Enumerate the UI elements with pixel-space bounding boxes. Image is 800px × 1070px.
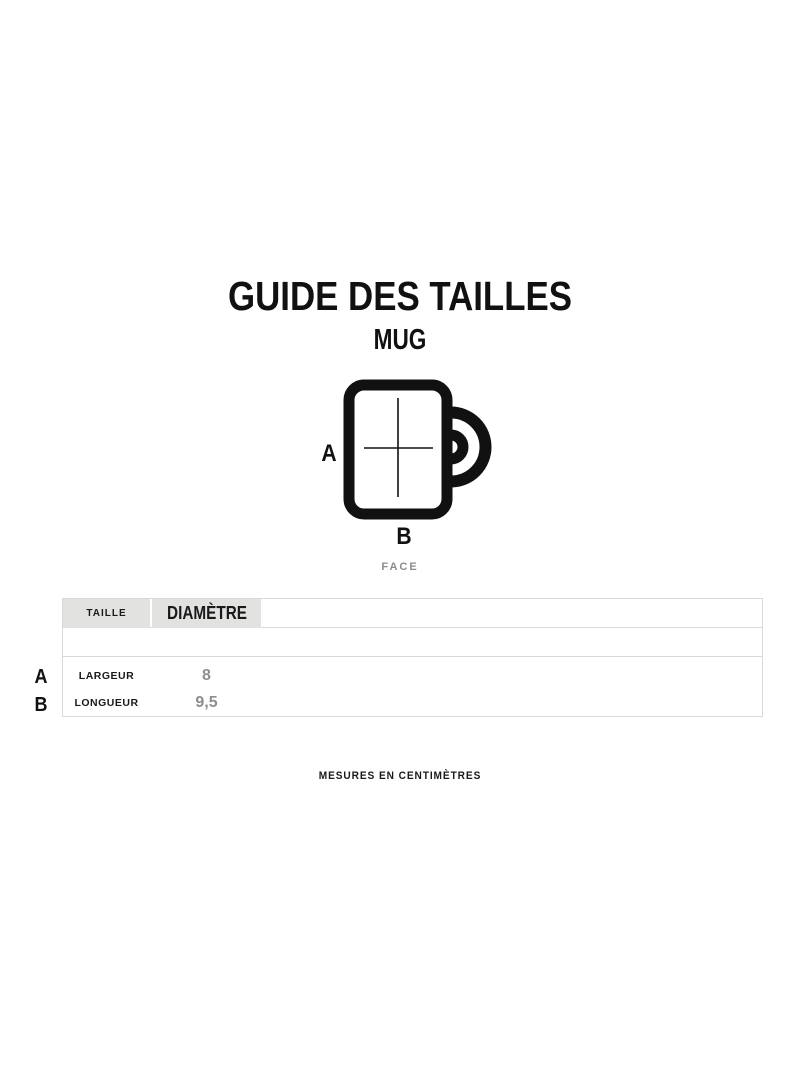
row-label-longueur: LONGUEUR xyxy=(74,696,139,709)
page-title: GUIDE DES TAILLES xyxy=(227,273,573,319)
table-row xyxy=(63,662,762,689)
table-row-key-b: B xyxy=(34,694,48,716)
table-header-row xyxy=(63,599,762,628)
column-header-diametre xyxy=(152,599,261,628)
table-body xyxy=(63,657,762,716)
diagram-label-a: A xyxy=(321,440,337,467)
units-footnote: MESURES EN CENTIMÈTRES xyxy=(318,770,482,782)
page-subtitle: MUG xyxy=(373,324,427,356)
table-empty-row xyxy=(63,628,762,657)
diagram-caption: FACE xyxy=(381,561,419,573)
column-header-taille xyxy=(63,599,150,628)
row-value-largeur: 8 xyxy=(202,666,211,684)
table-row-key-a: A xyxy=(34,666,48,688)
column-header-diametre-label: DIAMÈTRE xyxy=(166,603,247,623)
table-row xyxy=(63,689,762,716)
row-label-largeur: LARGEUR xyxy=(78,669,135,682)
size-table xyxy=(62,598,763,717)
diagram-label-b: B xyxy=(396,523,412,550)
column-header-taille-label: TAILLE xyxy=(86,608,127,619)
mug-diagram xyxy=(330,370,510,530)
row-value-longueur: 9,5 xyxy=(195,693,218,711)
